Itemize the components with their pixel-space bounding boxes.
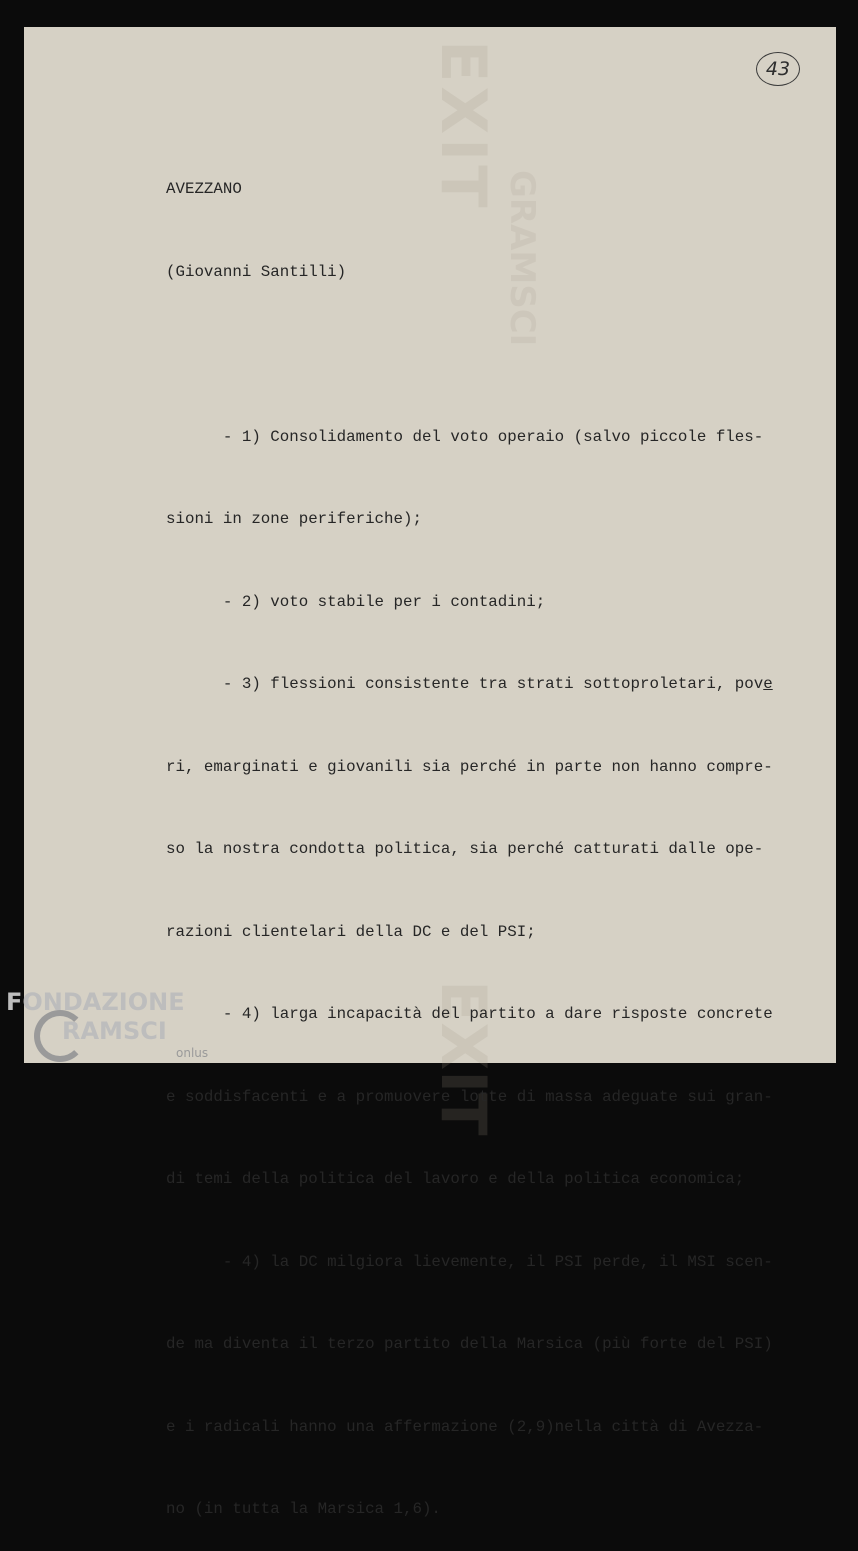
watermark-exit-bottom: EXIT (427, 980, 500, 1136)
text-line-part: - 3) flessioni consistente tra strati sottoproletari, pov (166, 675, 764, 693)
text-line: - 4) la DC milgiora lievemente, il PSI perde, il MSI scen- (166, 1252, 773, 1271)
text-line: di temi della politica del lavoro e della politica economica; (166, 1170, 745, 1188)
watermark-exit: EXIT (427, 40, 500, 212)
page-number-circle: 43 (756, 52, 800, 86)
document-heading: AVEZZANO (166, 180, 242, 198)
text-line: razioni clientelari della DC e del PSI; (166, 922, 536, 941)
text-line: so la nostra condotta politica, sia perché catturati dalle ope- (166, 840, 764, 858)
text-line: e i radicali hanno una affermazione (2,9)nella città di Avezza- (166, 1417, 764, 1436)
logo-line-2: RAMSCI (62, 1017, 167, 1045)
text-line-with-underline (166, 671, 773, 699)
underlined-char: e (763, 675, 773, 693)
fondazione-gramsci-logo (4, 986, 214, 1076)
text-line: sioni in zone periferiche); (166, 510, 422, 528)
logo-line-1: FONDAZIONE (6, 988, 185, 1016)
document-body (166, 121, 773, 1551)
text-line: de ma diventa il terzo partito della Marsica (più forte del PSI) (166, 1335, 773, 1353)
watermark-stamp: GRAMSCI (502, 170, 542, 347)
text-line: no (in tutta la Marsica 1,6). (166, 1500, 441, 1518)
text-line: e soddisfacenti e a promuovere lotte di massa adeguate sui gran- (166, 1087, 773, 1106)
document-author: (Giovanni Santilli) (166, 262, 347, 281)
text-line: - 4) larga incapacità del partito a dare risposte concrete (166, 1005, 773, 1023)
text-line: - 1) Consolidamento del voto operaio (salvo piccole fles- (166, 427, 764, 446)
blank-line (166, 341, 766, 369)
text-line: - 2) voto stabile per i contadini; (166, 592, 546, 611)
text-line: ri, emarginati e giovanili sia perché in parte non hanno compre- (166, 757, 773, 776)
logo-line-3: onlus (176, 1046, 209, 1060)
